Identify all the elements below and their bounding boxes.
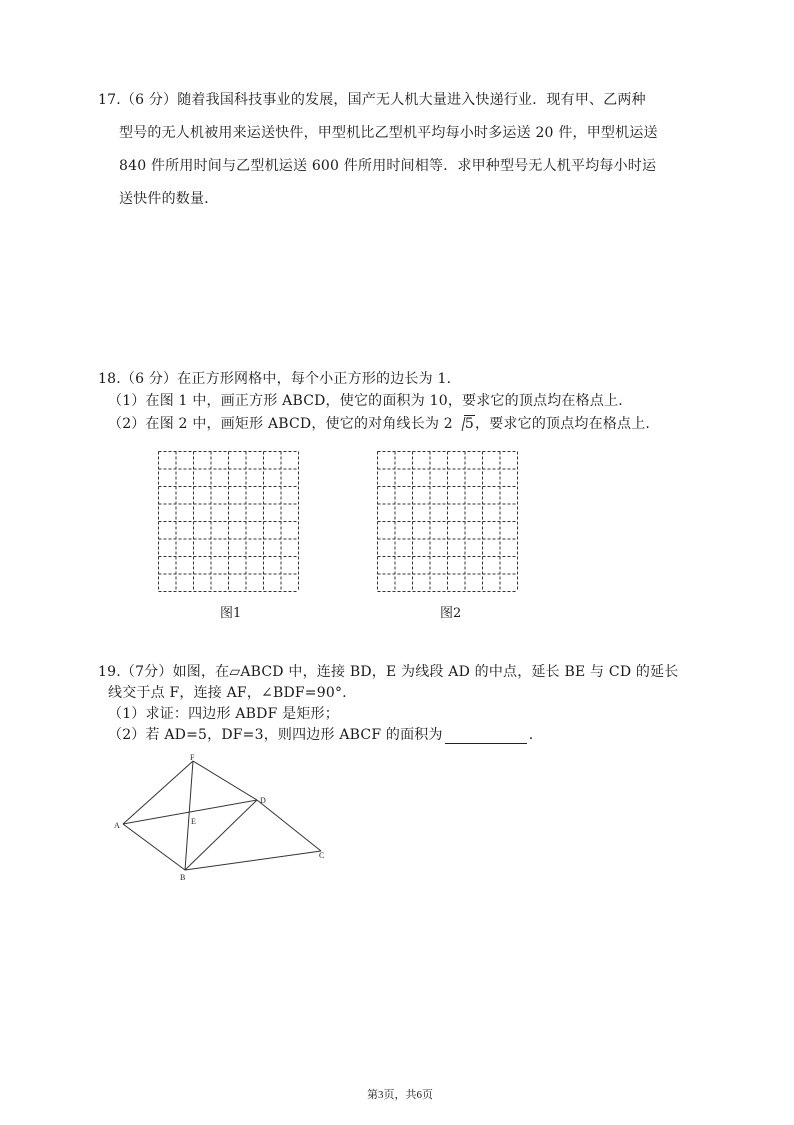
- segment-DC: [257, 800, 321, 851]
- q19-line-4: [108, 726, 533, 744]
- q19-line-1: 19.（7分）如图，在▱ABCD 中，连接 BD，E 为线段 AD 的中点，延长 BE 与 CD 的延长: [98, 664, 679, 680]
- parallelogram-figure: [110, 752, 340, 887]
- label-C: C: [319, 851, 325, 860]
- page-footer: 第3页，共6页: [367, 1089, 433, 1101]
- segment-FB: [185, 761, 193, 870]
- grid-figure-1: [158, 451, 299, 592]
- segment-CB: [185, 851, 321, 870]
- label-A: A: [114, 821, 120, 830]
- grid-figure-2: [377, 451, 518, 592]
- q18-line-3-prefix: （2）在图 2 中，画矩形 ABCD，使它的对角线长为 2: [108, 416, 453, 432]
- sqrt-radicand: 5: [464, 416, 475, 432]
- label-B: B: [180, 873, 186, 882]
- label-F: F: [190, 753, 195, 762]
- segment-BA: [123, 824, 185, 870]
- q19-line-4-suffix: .: [528, 727, 534, 743]
- segment-FD: [193, 761, 257, 800]
- figure-2-caption: 图2: [440, 606, 462, 621]
- q18-line-1: 18.（6 分）在正方形网格中，每个小正方形的边长为 1.: [98, 371, 452, 387]
- q18-line-3-suffix: ，要求它的顶点均在格点上.: [475, 416, 651, 432]
- answer-blank: [445, 729, 527, 744]
- q17-line-1: 17.（6 分）随着我国科技事业的发展，国产无人机大量进入快递行业．现有甲、乙两种: [98, 92, 646, 108]
- q19-line-3: （1）求证：四边形 ABDF 是矩形；: [108, 706, 339, 722]
- label-E: E: [191, 817, 196, 826]
- q18-line-3: [108, 415, 650, 433]
- q19-line-2: 线交于点 F，连接 AF，∠BDF=90°.: [108, 685, 347, 701]
- segment-AF: [123, 761, 193, 824]
- q17-line-2: 型号的无人机被用来运送快件，甲型机比乙型机平均每小时多运送 20 件，甲型机运送: [119, 125, 658, 141]
- label-D: D: [260, 796, 266, 805]
- figure-1-caption: 图1: [220, 606, 242, 621]
- q19-line-4-prefix: （2）若 AD=5，DF=3，则四边形 ABCF 的面积为: [108, 727, 443, 743]
- sqrt-symbol: [455, 415, 475, 433]
- q18-line-2: （1）在图 1 中，画正方形 ABCD，使它的面积为 10，要求它的顶点均在格点上.: [108, 393, 623, 409]
- q17-line-4: 送快件的数量．: [119, 191, 219, 207]
- q17-line-3: 840 件所用时间与乙型机运送 600 件所用时间相等．求甲种型号无人机平均每小时运: [119, 158, 657, 174]
